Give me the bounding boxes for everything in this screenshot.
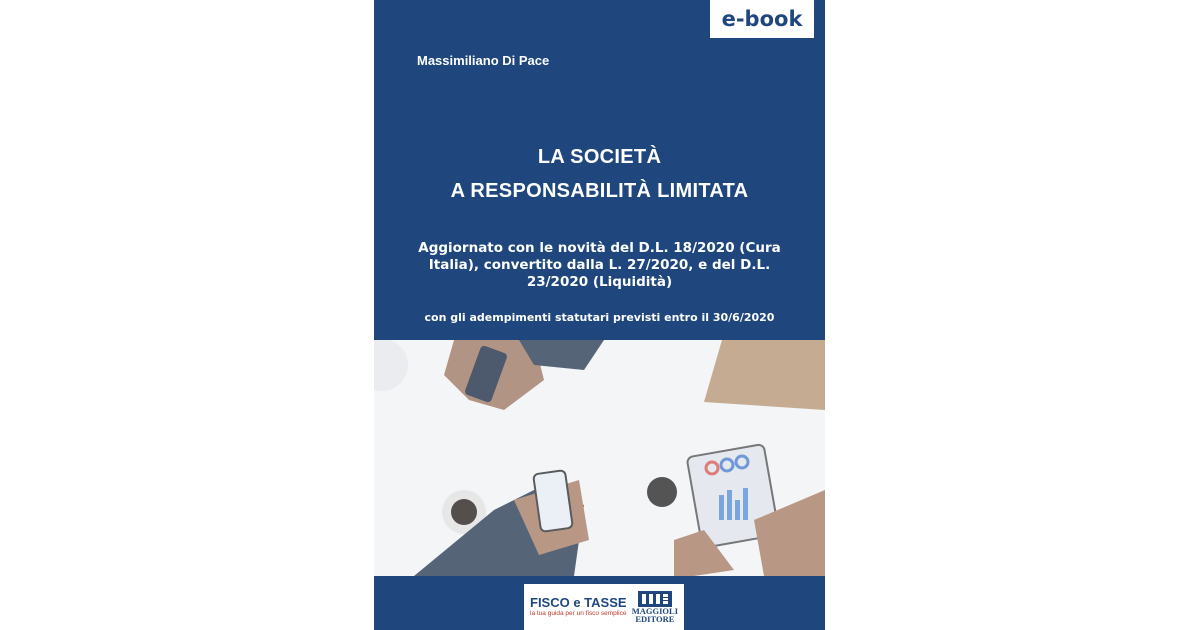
- cover-footer: [374, 576, 825, 630]
- fisco-logo-tagline: la tua guida per un fisco semplice: [530, 610, 627, 618]
- title-line-2: A RESPONSABILITÀ LIMITATA: [450, 180, 749, 202]
- publisher-logos: [524, 584, 684, 630]
- fisco-logo-name: FISCO e TASSE: [530, 595, 627, 611]
- maggioli-mark-icon: [638, 591, 672, 607]
- maggioli-name: MAGGIOLI: [631, 605, 678, 616]
- title-line-1: LA SOCIETÀ: [537, 146, 662, 168]
- book-cover: [374, 0, 825, 630]
- fisco-e-tasse-logo: [530, 596, 627, 618]
- ebook-badge: e-book: [710, 0, 814, 38]
- cover-note: con gli adempimenti statutari previsti entro il 30/6/2020: [424, 311, 775, 324]
- author-name: Massimiliano Di Pace: [417, 53, 550, 68]
- maggioli-logo: [632, 591, 678, 624]
- cover-photo: [374, 340, 825, 576]
- subtitle: Aggiornato con le novità del D.L. 18/2020 (Cura Italia), convertito dalla L. 27/2020, e del D.L. 23/2020 (Liquidità): [418, 240, 781, 290]
- maggioli-sub: EDITORE: [635, 614, 675, 624]
